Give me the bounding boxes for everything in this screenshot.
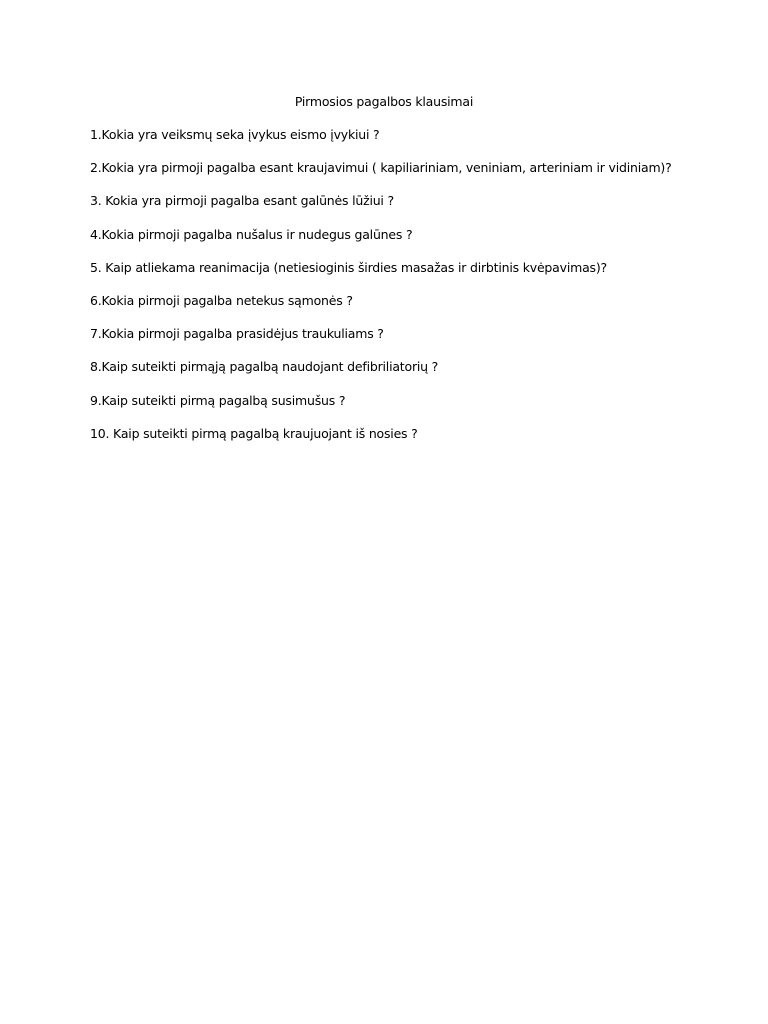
question-list	[90, 126, 730, 458]
question-item-2: 2.Kokia yra pirmoji pagalba esant kraujavimui ( kapiliariniam, veniniam, arteriniam ir vidiniam)?	[90, 160, 672, 176]
question-item-5: 5. Kaip atliekama reanimacija (netiesioginis širdies masažas ir dirbtinis kvėpavimas)?	[90, 259, 607, 275]
question-item-6: 6.Kokia pirmoji pagalba netekus sąmonės ?	[90, 292, 353, 308]
document-title: Pirmosios pagalbos klausimai	[294, 94, 474, 109]
question-item-1: 1.Kokia yra veiksmų seka įvykus eismo įvykiui ?	[90, 127, 380, 142]
question-item-8: 8.Kaip suteikti pirmąją pagalbą naudojant defibriliatorių ?	[90, 359, 439, 375]
question-item-9: 9.Kaip suteikti pirmą pagalbą susimušus ?	[90, 392, 346, 408]
question-item-7: 7.Kokia pirmoji pagalba prasidėjus traukuliams ?	[90, 326, 384, 342]
question-item-10: 10. Kaip suteikti pirmą pagalbą kraujuojant iš nosies ?	[90, 425, 418, 441]
question-item-3: 3. Kokia yra pirmoji pagalba esant galūnės lūžiui ?	[90, 193, 394, 209]
question-item-4: 4.Kokia pirmoji pagalba nušalus ir nudegus galūnes ?	[90, 226, 413, 242]
